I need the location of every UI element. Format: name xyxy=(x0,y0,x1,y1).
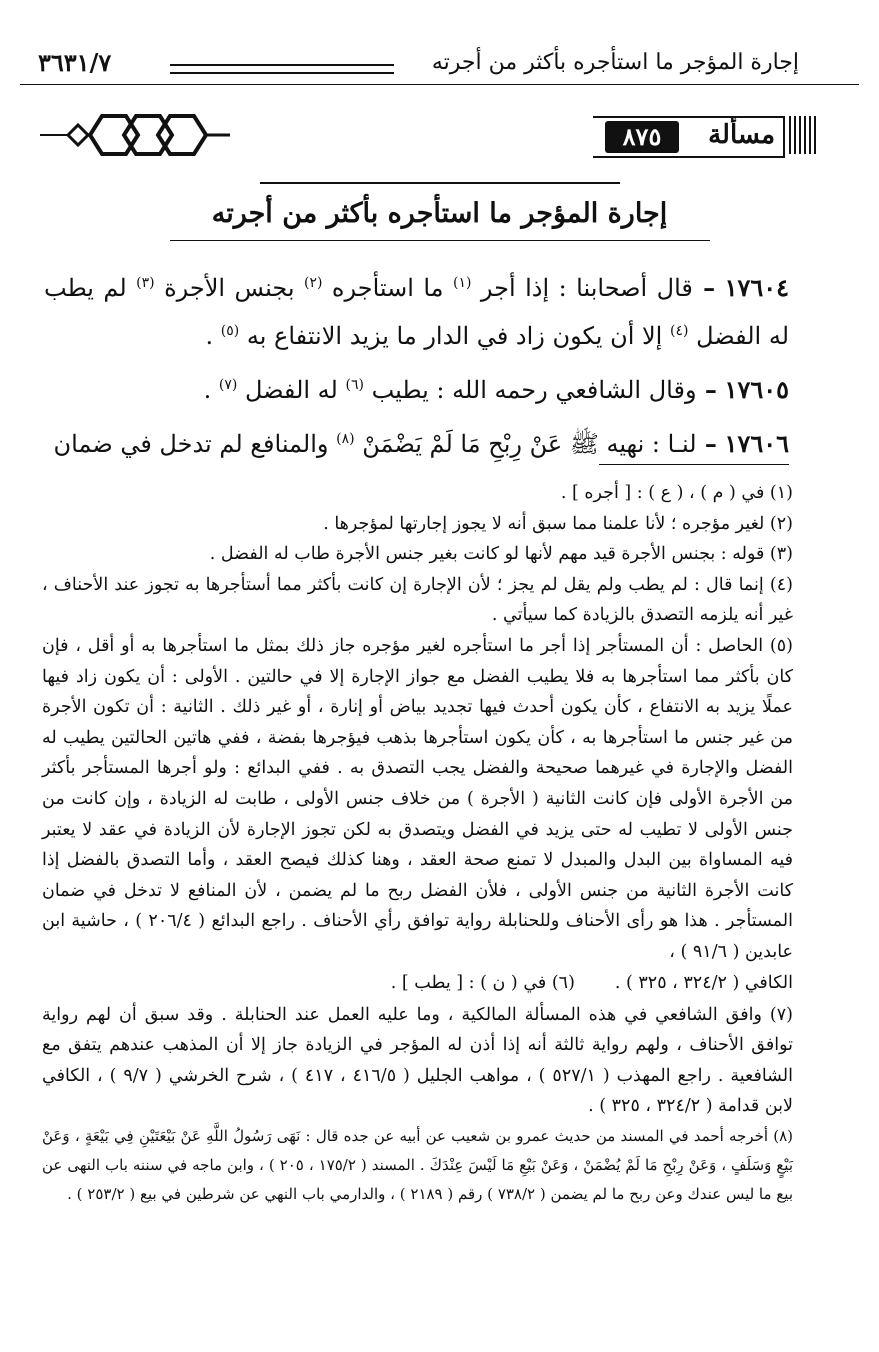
footnote-2: (٢) لغير مؤجره ؛ لأنا علمنا مما سبق أنه لا يجوز إجارتها لمؤجرها . xyxy=(323,513,793,534)
footnote-ref: (٦) xyxy=(345,377,364,393)
footnote-6: (٦) في ( ن ) : [ يطب ] . xyxy=(390,972,575,993)
running-header-title: إجارة المؤجر ما استأجره بأكثر من أجرته xyxy=(431,50,799,75)
paragraph-17605: ١٧٦٠٥ – وقال الشافعي رحمه الله : يطيب $^{(٦)}$ له الفضل $^{(٧)}$ . xyxy=(203,375,789,404)
footnote-1: (١) في ( م ) ، ( ع ) : [ أجره ] . xyxy=(560,483,793,503)
text-run: ما استأجره xyxy=(322,274,453,302)
footnote-4: (٤) إنما قال : لم يطب ولم يقل لم يجز ؛ لأن الإجارة إن كانت بأكثر مما أستأجرها به تجوز عند الأحناف ، غير أنه يلزمه التصدق بالزيادة كما سيأتي . xyxy=(42,574,793,626)
article-title: إجارة المؤجر ما استأجره بأكثر من أجرته xyxy=(211,198,668,229)
paragraph-number: ١٧٦٠٦ xyxy=(724,429,789,458)
paragraph-number: ١٧٦٠٤ xyxy=(724,273,790,302)
footnote-ref: (١) xyxy=(453,275,472,291)
page-reference: ٣٦٣١/٧ xyxy=(38,48,112,77)
footnote-ref: (٢) xyxy=(304,275,323,291)
text-run: لنـا : نهيه ﷺ عَنْ رِبْحِ مَا لَمْ يَضْمَنْ xyxy=(354,430,697,458)
footnote-3: (٣) قوله : بجنس الأجرة قيد مهم لأنها لو كانت بغير جنس الأجرة طاب له الفضل . xyxy=(209,544,793,565)
hatch-ornament-icon xyxy=(789,116,819,154)
footnote-7: (٧) وافق الشافعي في هذه المسألة المالكية ، وما عليه العمل عند الحنابلة . وقد سبق أن لهم رواية توافق الأحناف ، ولهم رواية ثالثة أنه إذا أذن له المؤجر في الزيادة جاز إلا أن المذهب عندهم يتفق مع الشافعية . راجع المهذب ( ٥٢٧/١ ) ، مواهب الجليل ( ٤١٦/٥ ، ٤١٧ ) ، شرح الخرشي ( ٩/٧ ) ، الكافي لابن قدامة ( ٣٢٤/٢ ، ٣٢٥ ) . xyxy=(42,1004,793,1117)
paragraph-17604: ١٧٦٠٤ – قال أصحابنا : إذا أجر $^{(١)}$ ما استأجره $^{(٢)}$ بجنس الأجرة $^{(٣)}$ لم يطب له الفضل $^{(٤)}$ إلا أن يكون زاد في الدار ما يزيد الانتفاع به $^{(٥)}$ . xyxy=(44,273,790,350)
title-underline xyxy=(170,240,710,241)
header-underline xyxy=(20,84,859,85)
masala-number: ٨٧٥ xyxy=(605,121,679,153)
text-run: . xyxy=(205,322,221,350)
footnotes xyxy=(42,478,793,1209)
text-run: بجنس الأجرة xyxy=(154,274,304,302)
footnote-ref: (٧) xyxy=(218,377,238,393)
text-run: قال أصحابنا : إذا أجر xyxy=(471,274,693,302)
text-run: إلا أن يكون زاد في الدار ما يزيد الانتفاع به xyxy=(239,322,670,350)
footnote-5: (٥) الحاصل : أن المستأجر إذا أجر ما استأجره لغير مؤجره جاز ذلك بمثل ما استأجرها به أو أقل ، فإن كان بأكثر مما استأجرها به فلا يطيب الفضل مع جواز الإجارة إلا في حالتين . الأولى : أن يكون زاد فيها عملًا يزيد به الانتفاع ، كأن يكون أحدث فيها تجديد بياض أو إنارة ، أو غير ذلك . الثانية : أن تكون الأجرة من غير جنس ما استأجرها به ، كأن يكون استأجرها بذهب فيؤجرها بفضة ، ففي هاتين الحالتين يطيب له الفضل والإجارة في غيرهما صحيحة والفضل يجب التصدق به . ففي البدائع : ولو أجرها المستأجر بأكثر من الأجرة الأولى فإن كانت الثانية ( الأجرة ) من خلاف جنس الأولى ، طابت له الزيادة ، وإن كانت من جنس الأولى لا تطيب له حتى يزيد في الفضل ويتصدق به لكن تجوز الإجارة لأن الزيادة في عقد لا يعتبر فيه المساواة بين البدل والمبدل لا تمنع صحة العقد ، وهنا كذلك فيصح العقد ، وأما التصدق بالفضل إذا كانت الأجرة الثانية من جنس الأولى ، فلأن الفضل ربح ما لم يضمن ، لأن المنافع لا تدخل في ضمان المستأجر . هذا هو رأى الأحناف وللحنابلة رواية توافق رأي الأحناف . راجع البدائع ( ٢٠٦/٤ ) ، حاشية ابن عابدين ( ٩١/٦ ) ، xyxy=(42,635,793,962)
footnote-ref: (٣) xyxy=(136,275,155,291)
text-run: . xyxy=(203,376,219,404)
main-text xyxy=(44,262,789,472)
text-run: وقال الشافعي رحمه الله : يطيب xyxy=(363,376,697,404)
masala-label-box xyxy=(593,116,785,158)
footnote-ref: (٨) xyxy=(336,431,355,447)
title-top-rule xyxy=(260,182,620,184)
text-run: والمنافع لم تدخل في ضمان xyxy=(53,430,337,458)
running-header xyxy=(20,44,859,88)
footnote-ref: (٥) xyxy=(220,323,240,339)
footnote-8: (٨) أخرجه أحمد في المسند من حديث عمرو بن شعيب عن أبيه عن جده قال : نَهَى رَسُولُ اللَّهِ عَنْ بَيْعَتَيْنِ فِي بَيْعَةٍ ، وَعَنْ بَيْعٍ وَسَلَفٍ ، وَعَنْ رِبْحِ مَا لَمْ يُضْمَنْ ، وَعَنْ بَيْعِ مَا لَيْسَ عِنْدَكَ . المسند ( ١٧٥/٢ ، ٢٠٥ ) ، وابن ماجه في سننه باب النهى عن بيع ما ليس عندك وعن ربح ما لم يضمن ( ٧٣٨/٢ ) رقم ( ٢١٨٩ ) ، والدارمي باب النهي عن شرطين في بيع ( ٢٥٣/٢ ) . xyxy=(42,1126,793,1203)
geometric-ornament-icon xyxy=(40,112,230,158)
running-header-double-rule xyxy=(170,64,394,74)
text-run: له الفضل xyxy=(237,376,346,404)
text-run: لم يطب له الفضل xyxy=(44,274,789,350)
footnote-row xyxy=(42,968,793,1000)
masala-label: مسألة xyxy=(708,120,775,150)
masala-banner xyxy=(20,112,859,158)
footnote-5-end: الكافي ( ٣٢٤/٢ ، ٣٢٥ ) . xyxy=(614,972,793,993)
footnote-separator xyxy=(599,464,789,465)
footnote-ref: (٤) xyxy=(669,323,689,339)
paragraph-number: ١٧٦٠٥ xyxy=(724,375,789,404)
paragraph-17606: ١٧٦٠٦ – لنـا : نهيه ﷺ عَنْ رِبْحِ مَا لَمْ يَضْمَنْ $^{(٨)}$ والمنافع لم تدخل في ضمان xyxy=(53,429,789,458)
